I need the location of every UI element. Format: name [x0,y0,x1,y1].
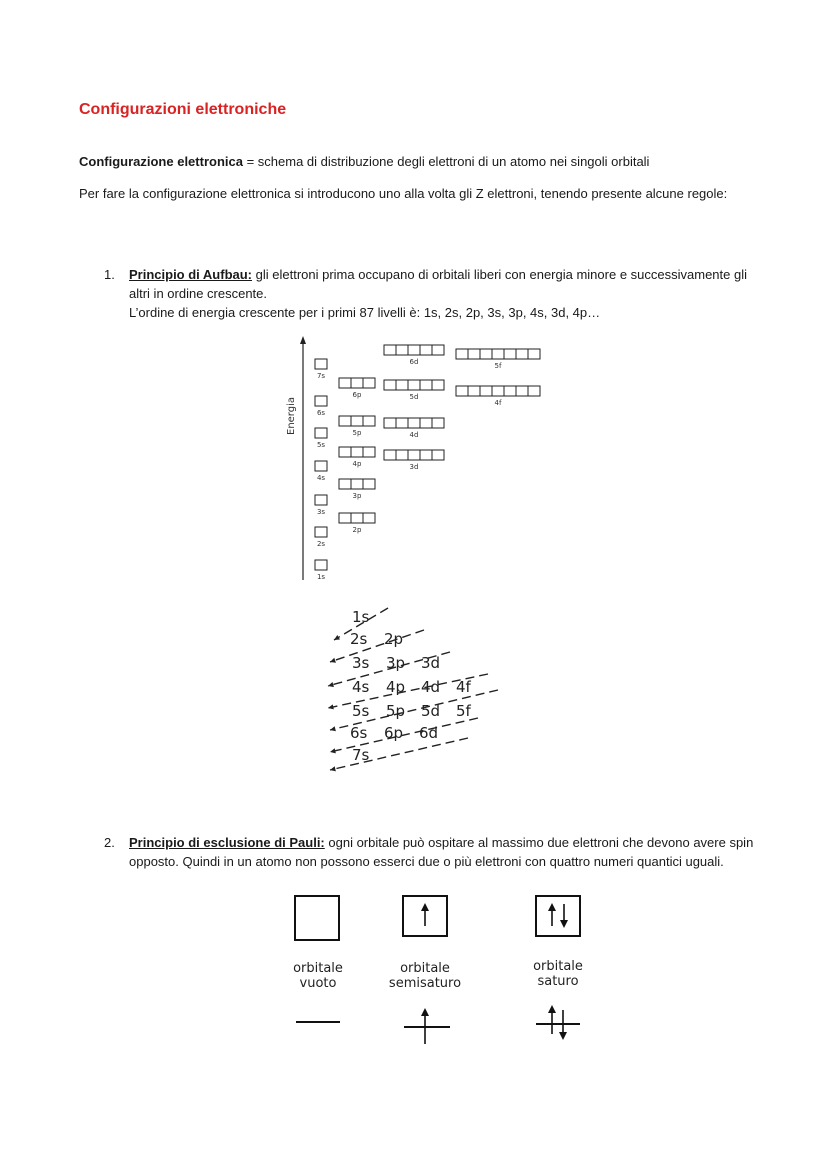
orbital-level-4d [384,418,444,439]
orbital-level-label: 4d [409,431,419,439]
orbital-states-diagram [280,890,600,1055]
orbital-level-6s [315,396,327,417]
aufbau-label-6s: 6s [350,724,368,742]
aufbau-label-5d: 5d [421,702,441,720]
orbital-level-label: 1s [316,573,326,581]
full-orbital-box [536,896,580,936]
orbital-level-label: 4p [352,460,362,468]
orbital-state-label: semisaturo [388,976,462,991]
aufbau-label-2s: 2s [350,630,368,648]
spin-down-arrow [560,920,568,928]
aufbau-label-4s: 4s [352,678,370,696]
aufbau-label-6p: 6p [384,724,404,742]
rule-1-text: gli elettroni prima occupano di orbitali liberi con energia minore e successivamente gli altri in ordine crescente. [129,267,747,301]
orbital-level-label: 6p [352,391,362,399]
empty-orbital-box [295,896,339,940]
orbital-level-4s [315,461,327,482]
orbital-level-3d [384,450,444,471]
orbital-level-2s [315,527,327,548]
spin-up-arrow [421,903,429,911]
aufbau-label-4f: 4f [456,678,471,696]
orbital-level-label: 6s [316,409,326,417]
aufbau-diagonal-diagram [318,600,508,780]
orbital-level-label: 2s [316,540,326,548]
orbital-level-label: 5p [352,429,362,437]
orbital-level-1s [315,560,327,581]
orbital-level-2p [339,513,375,534]
orbital-state-label: saturo [537,974,579,989]
orbital-state-label: orbitale [400,961,450,976]
orbital-level-label: 2p [352,526,362,534]
rule-1-heading: Principio di Aufbau: [129,267,253,282]
definition-paragraph [79,152,749,171]
rule-2-number: 2. [104,835,115,850]
aufbau-label-3p: 3p [386,654,406,672]
aufbau-label-6d: 6d [419,724,439,742]
aufbau-label-2p: 2p [384,630,404,648]
rule-2-heading: Principio di esclusione di Pauli: [129,835,325,850]
definition-term: Configurazione elettronica [79,154,243,169]
orbital-level-7s [315,359,327,380]
orbital-level-3s [315,495,327,516]
orbital-level-label: 6d [409,358,419,366]
aufbau-label-1s: 1s [352,608,370,626]
aufbau-label-5f: 5f [456,702,471,720]
orbital-level-5p [339,416,375,437]
aufbau-label-7s: 7s [352,746,370,764]
page-title: Configurazioni elettroniche [79,101,287,118]
orbital-level-label: 3s [316,508,326,516]
rule-1-order-line: L’ordine di energia crescente per i primi 87 livelli è: 1s, 2s, 2p, 3s, 3p, 4s, 3d, 4p… [129,305,601,320]
aufbau-label-3s: 3s [352,654,370,672]
aufbau-label-3d: 3d [421,654,441,672]
orbital-level-4p [339,447,375,468]
aufbau-label-5s: 5s [352,702,370,720]
orbital-level-6d [384,345,444,366]
orbital-level-4f [456,386,540,407]
orbital-level-label: 3p [352,492,362,500]
aufbau-label-5p: 5p [386,702,406,720]
orbital-level-label: 5s [316,441,326,449]
rule-2-text: ogni orbitale può ospitare al massimo due elettroni che devono avere spin opposto. Quindi in un atomo non possono esserci due o più elettroni con quattro numeri quantici uguali. [129,835,754,869]
orbital-state-label: orbitale [533,959,583,974]
orbital-level-label: 3d [409,463,419,471]
orbital-level-label: 4s [316,474,326,482]
definition-text: = schema di distribuzione degli elettroni di un atomo nei singoli orbitali [242,154,650,169]
energy-axis-label: Energia [286,397,297,435]
intro-paragraph: Per fare la configurazione elettronica si introducono uno alla volta gli Z elettroni, tenendo presente alcune regole: [79,186,728,201]
aufbau-label-4d: 4d [421,678,441,696]
orbital-state-label: orbitale [293,961,343,976]
orbital-level-label: 5f [494,362,502,370]
rule-1-number: 1. [104,267,115,282]
aufbau-arrow [330,738,468,771]
spin-up-arrow [548,903,556,911]
aufbau-arrow [330,630,424,663]
orbital-state-label: vuoto [299,976,337,991]
orbital-level-6p [339,378,375,399]
rule-1 [104,265,754,322]
orbital-level-label: 7s [316,372,326,380]
orbital-level-label: 5d [409,393,419,401]
energy-level-diagram [278,334,546,586]
orbital-level-5s [315,428,327,449]
orbital-level-3p [339,479,375,500]
orbital-level-5d [384,380,444,401]
orbital-level-5f [456,349,540,370]
orbital-level-label: 4f [494,399,502,407]
rule-2 [104,833,754,871]
aufbau-label-4p: 4p [386,678,406,696]
